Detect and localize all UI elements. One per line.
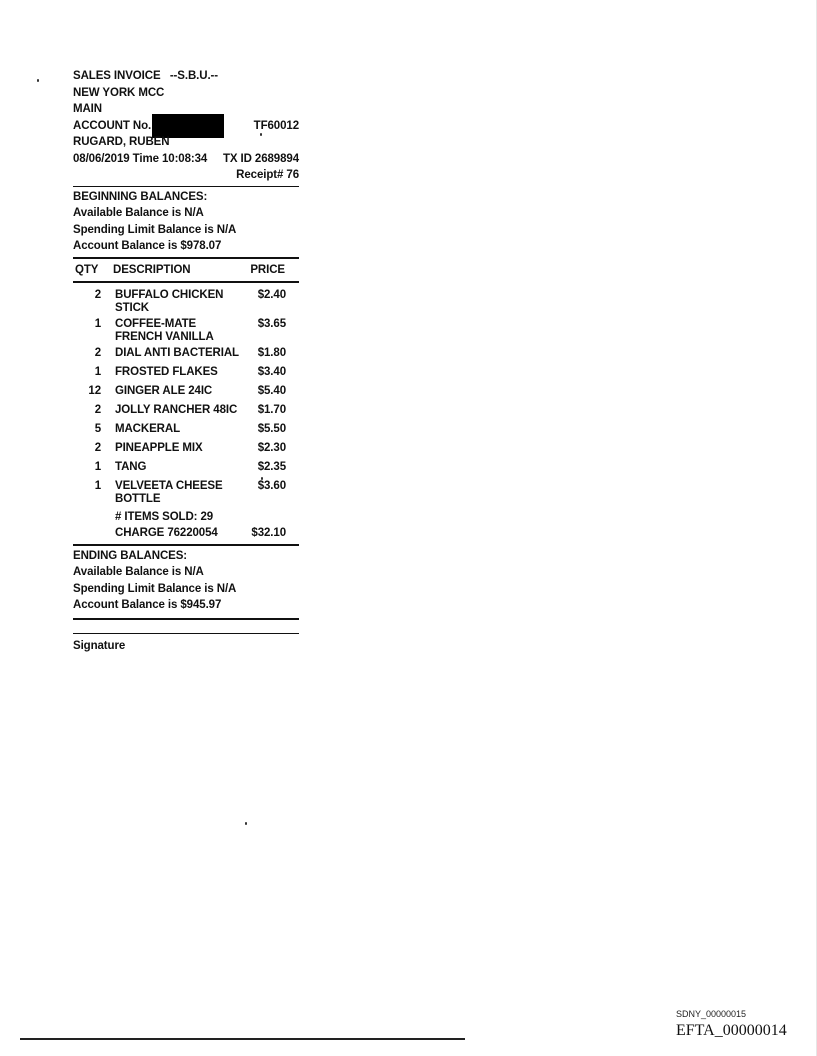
charge-label: CHARGE 76220054 (115, 527, 218, 539)
account-code: TF60012 (253, 119, 299, 132)
signature-label: Signature (73, 639, 126, 652)
divider (73, 544, 299, 546)
divider (73, 257, 299, 259)
price-header: PRICE (250, 263, 285, 276)
ending-spending: Spending Limit Balance is N/A (73, 582, 237, 595)
ending-account: Account Balance is $945.97 (73, 599, 222, 611)
scan-speck (37, 79, 39, 82)
divider (73, 281, 299, 283)
items-sold: # ITEMS SOLD: 29 (115, 510, 214, 523)
scan-speck (260, 133, 262, 136)
line-item: 5 MACKERAL $5.50 (94, 422, 286, 435)
totals (73, 509, 299, 542)
account-row (73, 118, 299, 135)
ending-heading: ENDING BALANCES: (73, 549, 188, 562)
invoice-title: SALES INVOICE (73, 70, 161, 82)
sales-invoice-receipt (73, 68, 299, 652)
receipt-row (73, 167, 299, 184)
line-item: 2 PINEAPPLE MIX $2.30 (94, 441, 286, 454)
line-item: 1 FROSTED FLAKES $3.40 (94, 365, 286, 378)
facility: NEW YORK MCC (73, 86, 165, 99)
divider (73, 186, 299, 187)
qty-header: QTY (75, 263, 99, 276)
receipt-number: Receipt# 76 (236, 169, 299, 181)
charge-amount: $32.10 (251, 527, 286, 539)
beginning-spending: Spending Limit Balance is N/A (73, 223, 237, 236)
signature-line (73, 633, 299, 634)
scan-speck (245, 822, 247, 825)
bottom-rule (20, 1038, 465, 1040)
line-item: 2 DIAL ANTI BACTERIAL $1.80 (94, 346, 286, 359)
beginning-available: Available Balance is N/A (73, 207, 204, 219)
beginning-account: Account Balance is $978.07 (73, 240, 222, 252)
account-label: ACCOUNT No. (73, 119, 152, 132)
invoice-unit: --S.B.U.-- (169, 70, 219, 82)
charge-row (73, 525, 299, 542)
items-sold-row (73, 509, 299, 526)
line-item: 1 TANG $2.35 (94, 460, 286, 473)
beginning-heading: BEGINNING BALANCES: (73, 190, 208, 203)
efta-number: EFTA_00000014 (676, 1022, 787, 1039)
scan-speck (261, 477, 263, 480)
line-item: 1 COFFEE-MATE FRENCH VANILLA $3.65 (94, 317, 286, 343)
column-header (73, 261, 299, 279)
line-item: 2 BUFFALO CHICKEN STICK $2.40 (94, 288, 286, 314)
line-items (73, 289, 299, 506)
transaction-datetime: 08/06/2019 Time 10:08:34 (73, 152, 208, 165)
bates-number: SDNY_00000015 (676, 1009, 747, 1019)
invoice-title-row (73, 68, 299, 85)
description-header: DESCRIPTION (113, 263, 191, 276)
divider (73, 618, 299, 620)
transaction-id: TX ID 2689894 (222, 152, 299, 165)
line-item: 12 GINGER ALE 24IC $5.40 (88, 384, 286, 397)
location: MAIN (73, 103, 102, 115)
ending-available: Available Balance is N/A (73, 566, 204, 578)
line-item: 2 JOLLY RANCHER 48IC $1.70 (94, 403, 286, 416)
customer-name: RUGARD, RUBEN (73, 136, 170, 148)
datetime-row (73, 151, 299, 168)
line-item: 1 VELVEETA CHEESE BOTTLE $3.60 (94, 479, 286, 505)
